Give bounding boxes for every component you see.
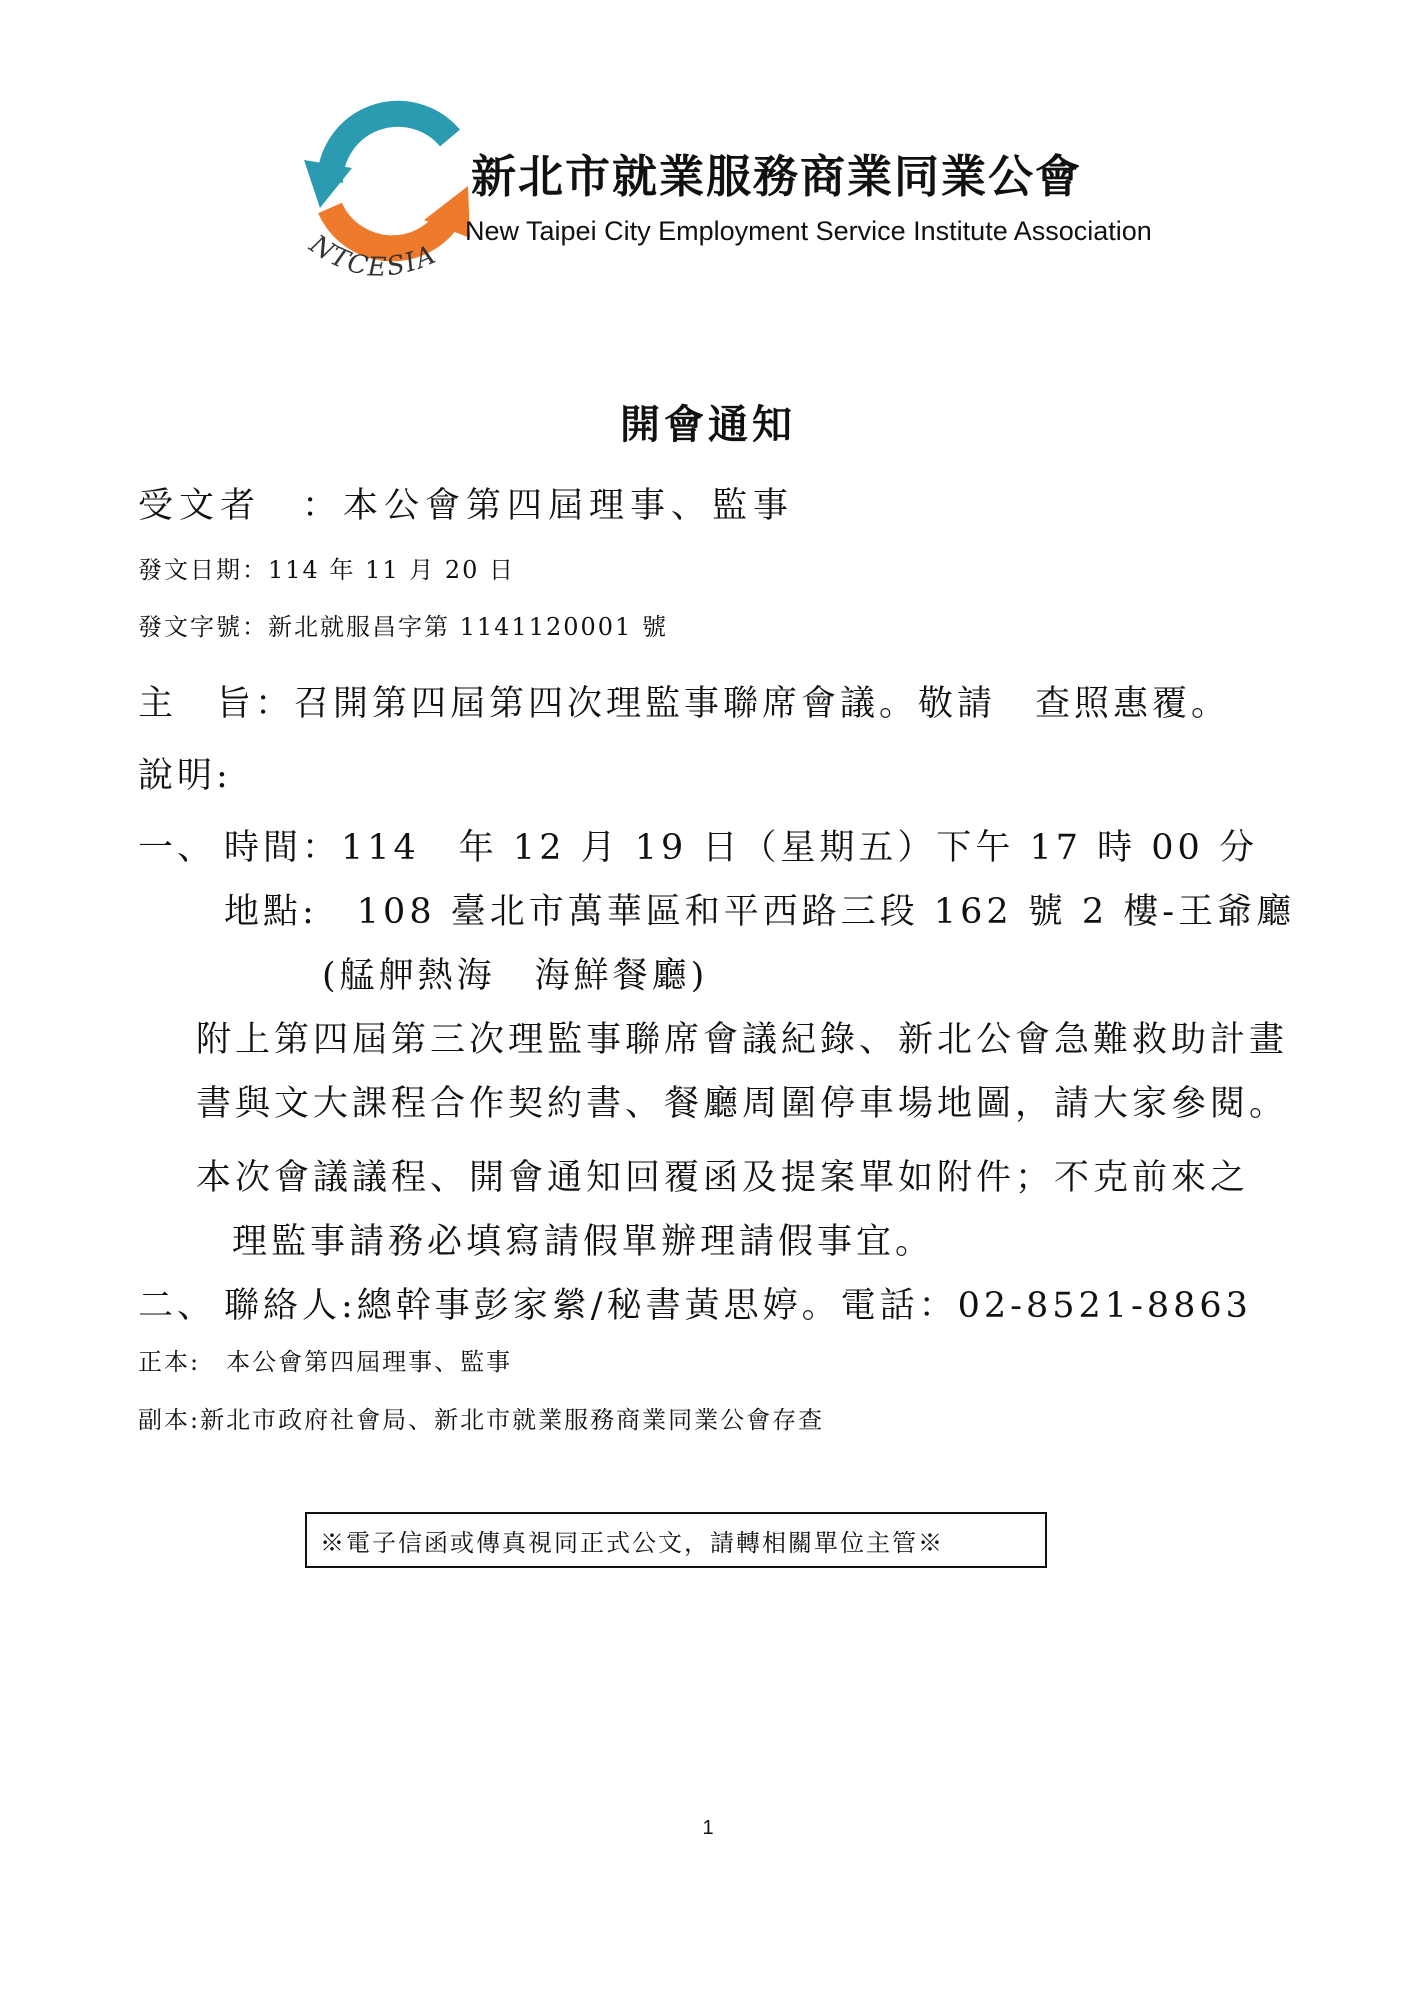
- page-number: 1: [702, 1817, 714, 1839]
- issue-date-label: 發文日期：: [138, 556, 268, 584]
- item-two-marker: 二、: [138, 1286, 217, 1326]
- attachments-line-1: 附上第四屆第三次理監事聯席會議紀錄、新北公會急難救助計畫: [196, 1020, 1289, 1060]
- duplicate-copy: 副本:新北市政府社會局、新北市就業服務商業同業公會存查: [138, 1406, 825, 1434]
- subject-line: [138, 676, 1230, 726]
- meeting-location: 地點: 108 臺北市萬華區和平西路三段 162 號 2 樓-王爺廳: [224, 892, 1296, 932]
- logo-teal-arrowhead: [304, 160, 352, 208]
- org-name-chinese: 新北市就業服務商業同業公會: [471, 150, 1083, 203]
- subject-label: 主 旨：: [138, 684, 295, 724]
- meeting-venue: (艋舺熱海 海鮮餐廳): [322, 956, 709, 996]
- issue-number-label: 發文字號：: [138, 613, 268, 641]
- notice-text: ※電子信函或傳真視同正式公文，請轉相關單位主管※: [320, 1529, 944, 1557]
- original-copy: 正本: 本公會第四屆理事、監事: [138, 1348, 513, 1376]
- subject-value: 召開第四屆第四次理監事聯席會議。敬請 查照惠覆。: [294, 684, 1231, 724]
- recipient-line: [138, 478, 794, 528]
- explanation-label: 說明:: [138, 756, 232, 796]
- agenda-line-1: 本次會議議程、開會通知回覆函及提案單如附件；不克前來之: [196, 1158, 1250, 1198]
- recipient-label: 受文者 ：: [138, 486, 344, 526]
- document-title: 開會通知: [620, 401, 796, 448]
- item-one-marker: 一、: [138, 828, 217, 868]
- issue-number-value: 新北就服昌字第 1141120001 號: [268, 613, 668, 641]
- issue-date-value: 114 年 11 月 20 日: [268, 556, 516, 584]
- issue-date-line: [138, 550, 515, 585]
- org-name-english: New Taipei City Employment Service Institute Association: [465, 216, 1152, 246]
- issue-number-line: [138, 607, 668, 642]
- contact-info: 聯絡人:總幹事彭家縈/秘書黃思婷。電話：02-8521-8863: [224, 1286, 1252, 1326]
- attachments-line-2: 書與文大課程合作契約書、餐廳周圍停車場地圖，請大家參閱。: [196, 1084, 1289, 1124]
- logo-text-path: NTCESIA: [303, 229, 442, 283]
- meeting-time: 時間：114 年 12 月 19 日（星期五）下午 17 時 00 分: [224, 828, 1258, 868]
- association-logo: [300, 98, 470, 303]
- recipient-value: 本公會第四屆理事、監事: [343, 486, 795, 526]
- agenda-line-2: 理監事請務必填寫請假單辦理請假事宜。: [232, 1222, 935, 1262]
